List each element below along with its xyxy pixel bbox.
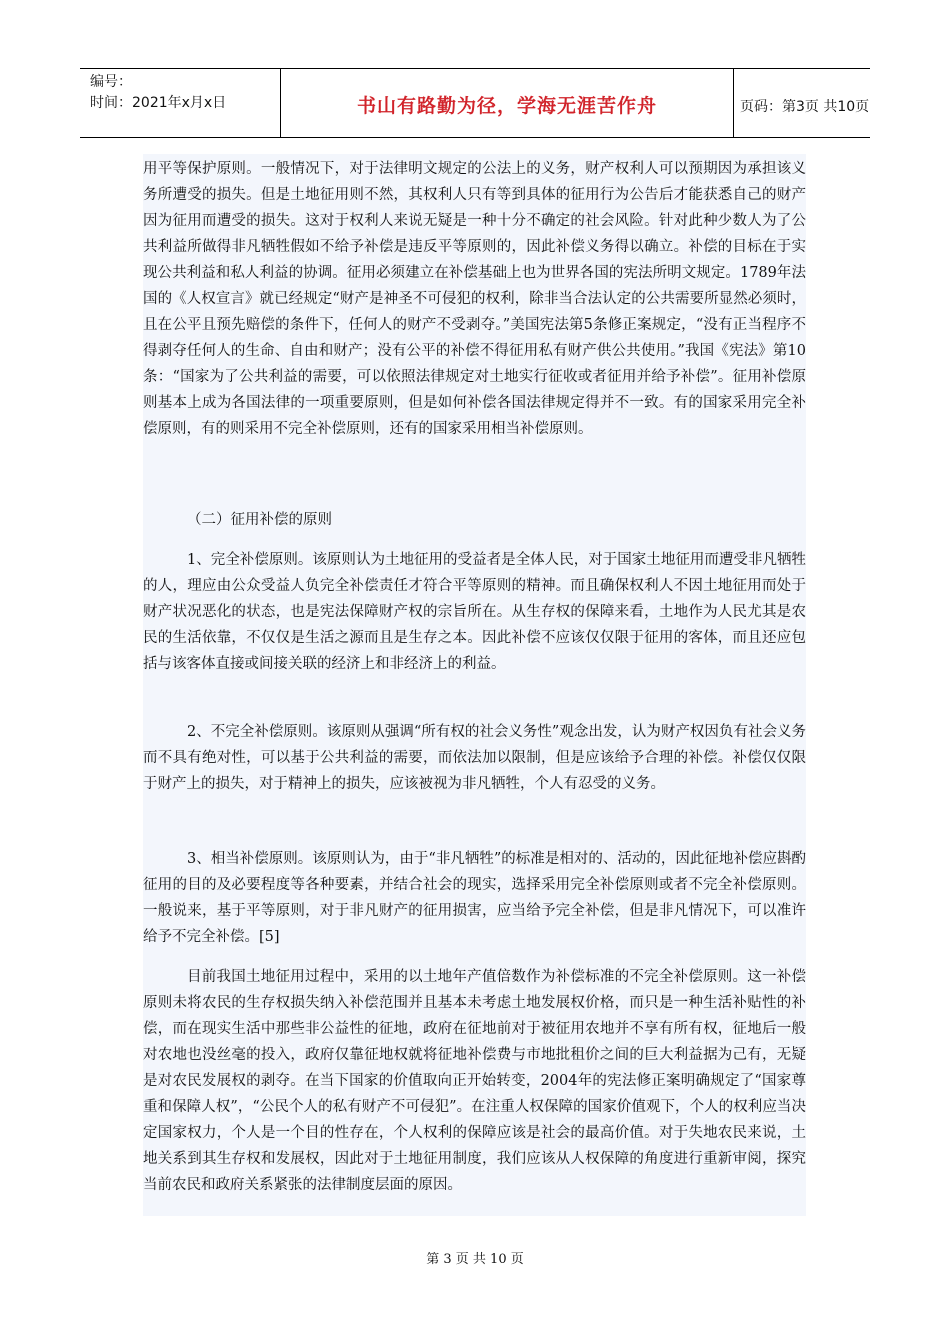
header-page-info: 页码：第3页 共10页 bbox=[740, 99, 870, 115]
header-motto-cell bbox=[280, 69, 734, 137]
section-heading-compensation-principles: （二）征用补偿的原则 bbox=[187, 512, 332, 528]
page-footer: 第 3 页 共 10 页 bbox=[426, 1252, 524, 1267]
paragraph-full-compensation: 1、完全补偿原则。该原则认为土地征用的受益者是全体人民，对于国家土地征用而遭受非凡牺牲的人，理应由公众受益人负完全补偿责任才符合平等原则的精神。而且确保权利人不因土地征用而处于财产状况恶化的状态，也是宪法保障财产权的宗旨所在。从生存权的保障来看，土地作为人民尤其是农民的生活依靠，不仅仅是生活之源而且是生存之本。因此补偿不应该仅仅限于征用的客体，而且还应包括与该客体直接或间接关联的经济上和非经济上的利益。 bbox=[143, 552, 806, 672]
header-page-cell bbox=[732, 69, 870, 137]
paragraph-equivalent-compensation: 3、相当补偿原则。该原则认为，由于“非凡牺牲”的标准是相对的、活动的，因此征地补偿应斟酌征用的目的及必要程度等各种要素，并结合社会的现实，选择采用完全补偿原则或者不完全补偿原则。一般说来，基于平等原则，对于非凡财产的征用损害，应当给予完全补偿，但是非凡情况下，可以准许给予不完全补偿。[5] bbox=[143, 851, 806, 945]
paragraph-current-situation: 目前我国土地征用过程中，采用的以土地年产值倍数作为补偿标准的不完全补偿原则。这一补偿原则未将农民的生存权损失纳入补偿范围并且基本未考虑土地发展权价格，而只是一种生活补贴性的补偿，而在现实生活中那些非公益性的征地，政府在征地前对于被征用农地并不享有所有权，征地后一般对农地也没丝毫的投入，政府仅靠征地权就将征地补偿费与市地批租价之间的巨大利益据为己有，无疑是对农民发展权的剥夺。在当下国家的价值取向正开始转变，2004年的宪法修正案明确规定了“国家尊重和保障人权”，“公民个人的私有财产不可侵犯”。在注重人权保障的国家价值观下，个人的权利应当决定国家权力，个人是一个目的性存在，个人权利的保障应该是社会的最高价值。对于失地农民来说，土地关系到其生存权和发展权，因此对于土地征用制度，我们应该从人权保障的角度进行重新审阅，探究当前农民和政府关系紧张的法律制度层面的原因。 bbox=[143, 969, 806, 1193]
page-header bbox=[80, 68, 870, 138]
document-date-label: 时间：2021年x月x日 bbox=[90, 95, 227, 111]
header-motto: 书山有路勤为径，学海无涯苦作舟 bbox=[356, 95, 657, 117]
header-meta bbox=[80, 69, 280, 137]
paragraph-compensation-background: 用平等保护原则。一般情况下，对于法律明文规定的公法上的义务，财产权利人可以预期因为承担该义务所遭受的损失。但是土地征用则不然，其权利人只有等到具体的征用行为公告后才能获悉自己的财产因为征用而遭受的损失。这对于权利人来说无疑是一种十分不确定的社会风险。针对此种少数人为了公共利益所做得非凡牺牲假如不给予补偿是违反平等原则的，因此补偿义务得以确立。补偿的目标在于实现公共利益和私人利益的协调。征用必须建立在补偿基础上也为世界各国的宪法所明文规定。1789年法国的《人权宣言》就已经规定“财产是神圣不可侵犯的权利，除非当合法认定的公共需要所显然必须时，且在公平且预先赔偿的条件下，任何人的财产不受剥夺。”美国宪法第5条修正案规定，“没有正当程序不得剥夺任何人的生命、自由和财产；没有公平的补偿不得征用私有财产供公共使用。”我国《宪法》第10条：“国家为了公共利益的需要，可以依照法律规定对土地实行征收或者征用并给予补偿”。征用补偿原则基本上成为各国法律的一项重要原则，但是如何补偿各国法律规定得并不一致。有的国家采用完全补偿原则，有的则采用不完全补偿原则，还有的国家采用相当补偿原则。 bbox=[143, 161, 806, 437]
document-number-label: 编号： bbox=[90, 74, 132, 90]
paragraph-incomplete-compensation: 2、不完全补偿原则。该原则从强调“所有权的社会义务性”观念出发，认为财产权因负有社会义务而不具有绝对性，可以基于公共利益的需要，而依法加以限制，但是应该给予合理的补偿。补偿仅仅限于财产上的损失，对于精神上的损失，应该被视为非凡牺牲，个人有忍受的义务。 bbox=[143, 724, 806, 792]
document-body bbox=[143, 154, 806, 1216]
